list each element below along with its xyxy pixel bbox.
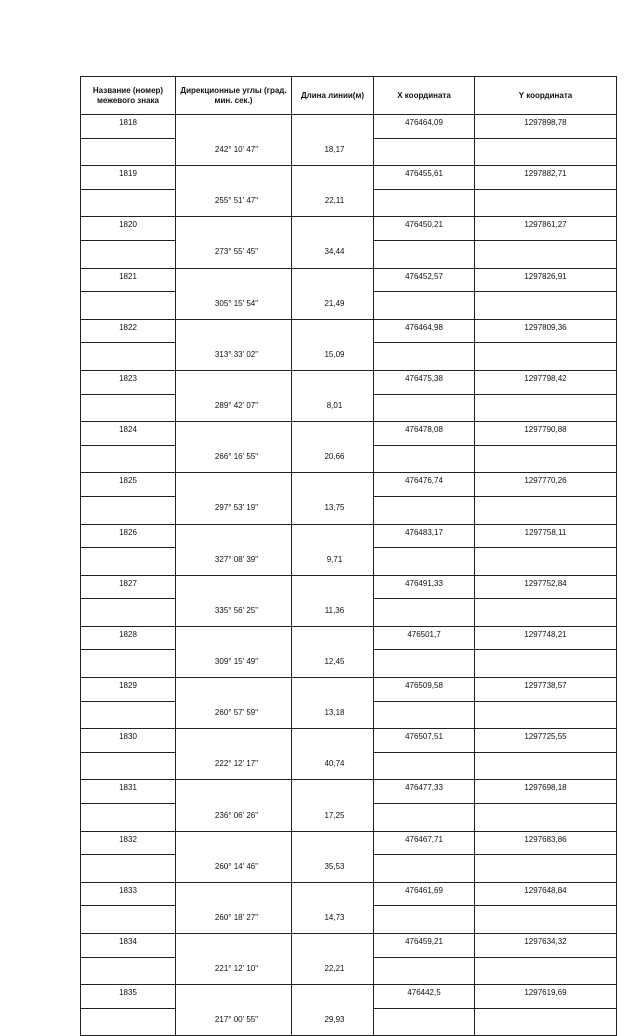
point-name: 1822 (81, 319, 176, 343)
point-x: 476442,5 (374, 985, 475, 1009)
point-x: 476464,09 (374, 115, 475, 139)
point-x: 476501,7 (374, 626, 475, 650)
point-y: 1297634,32 (475, 934, 617, 958)
line-angle: 335° 56' 25" (176, 599, 292, 627)
line-length: 40,74 (292, 752, 374, 780)
line-angle: 313° 33' 02" (176, 343, 292, 371)
line-length: 29,93 (292, 1008, 374, 1036)
empty-cell (292, 524, 374, 548)
line-length: 13,75 (292, 496, 374, 524)
line-angle: 217° 00' 55" (176, 1008, 292, 1036)
table-row-line (81, 548, 617, 576)
empty-cell (81, 906, 176, 934)
point-x: 476483,17 (374, 524, 475, 548)
table-row-point (81, 985, 617, 1009)
document-page (80, 76, 616, 1036)
empty-cell (81, 138, 176, 166)
empty-cell (475, 240, 617, 268)
line-length: 20,66 (292, 445, 374, 473)
empty-cell (176, 729, 292, 753)
point-x: 476464,98 (374, 319, 475, 343)
table-row-line (81, 906, 617, 934)
boundary-coordinates-table (80, 76, 617, 1036)
empty-cell (374, 496, 475, 524)
empty-cell (292, 166, 374, 190)
line-length: 35,53 (292, 855, 374, 883)
point-y: 1297752,84 (475, 575, 617, 599)
table-row-line (81, 292, 617, 320)
empty-cell (292, 473, 374, 497)
table-row-line (81, 394, 617, 422)
point-x: 476467,71 (374, 831, 475, 855)
table-row-point (81, 370, 617, 394)
empty-cell (81, 855, 176, 883)
empty-cell (176, 217, 292, 241)
line-angle: 260° 14' 46" (176, 855, 292, 883)
line-angle: 309° 15' 49" (176, 650, 292, 678)
point-name: 1823 (81, 370, 176, 394)
line-length: 21,49 (292, 292, 374, 320)
empty-cell (374, 752, 475, 780)
table-row-line (81, 855, 617, 883)
point-x: 476476,74 (374, 473, 475, 497)
point-x: 476478,08 (374, 422, 475, 446)
table-row-point (81, 626, 617, 650)
empty-cell (292, 729, 374, 753)
line-length: 12,45 (292, 650, 374, 678)
line-length: 14,73 (292, 906, 374, 934)
line-angle: 266° 16' 55" (176, 445, 292, 473)
table-header-row (81, 77, 617, 115)
empty-cell (176, 626, 292, 650)
empty-cell (475, 752, 617, 780)
point-name: 1832 (81, 831, 176, 855)
empty-cell (81, 292, 176, 320)
empty-cell (81, 496, 176, 524)
table-row-point (81, 934, 617, 958)
point-name: 1827 (81, 575, 176, 599)
empty-cell (475, 394, 617, 422)
point-y: 1297683,86 (475, 831, 617, 855)
empty-cell (292, 422, 374, 446)
line-angle: 255° 51' 47" (176, 189, 292, 217)
point-y: 1297758,11 (475, 524, 617, 548)
line-length: 9,71 (292, 548, 374, 576)
empty-cell (292, 319, 374, 343)
point-x: 476461,69 (374, 882, 475, 906)
empty-cell (81, 599, 176, 627)
point-name: 1831 (81, 780, 176, 804)
empty-cell (374, 548, 475, 576)
line-length: 34,44 (292, 240, 374, 268)
empty-cell (374, 855, 475, 883)
empty-cell (176, 268, 292, 292)
empty-cell (475, 138, 617, 166)
point-x: 476450,21 (374, 217, 475, 241)
point-y: 1297898,78 (475, 115, 617, 139)
table-row-point (81, 575, 617, 599)
table-row-point (81, 473, 617, 497)
empty-cell (176, 831, 292, 855)
line-length: 22,21 (292, 957, 374, 985)
line-length: 13,18 (292, 701, 374, 729)
empty-cell (374, 394, 475, 422)
point-y: 1297809,36 (475, 319, 617, 343)
empty-cell (176, 115, 292, 139)
table-row-point (81, 831, 617, 855)
line-angle: 327° 08' 39" (176, 548, 292, 576)
point-name: 1824 (81, 422, 176, 446)
point-name: 1834 (81, 934, 176, 958)
point-x: 476507,51 (374, 729, 475, 753)
line-length: 18,17 (292, 138, 374, 166)
line-angle: 221° 12' 10" (176, 957, 292, 985)
point-name: 1821 (81, 268, 176, 292)
table-row-line (81, 496, 617, 524)
point-y: 1297798,42 (475, 370, 617, 394)
empty-cell (292, 985, 374, 1009)
empty-cell (81, 752, 176, 780)
table-row-line (81, 804, 617, 832)
empty-cell (475, 548, 617, 576)
empty-cell (81, 189, 176, 217)
point-y: 1297748,21 (475, 626, 617, 650)
empty-cell (176, 575, 292, 599)
line-angle: 242° 10' 47" (176, 138, 292, 166)
empty-cell (81, 1008, 176, 1036)
table-row-point (81, 524, 617, 548)
line-length: 17,25 (292, 804, 374, 832)
empty-cell (176, 985, 292, 1009)
line-angle: 305° 15' 54" (176, 292, 292, 320)
empty-cell (81, 650, 176, 678)
line-angle: 222° 12' 17" (176, 752, 292, 780)
empty-cell (81, 240, 176, 268)
empty-cell (176, 319, 292, 343)
point-name: 1820 (81, 217, 176, 241)
empty-cell (374, 599, 475, 627)
table-row-line (81, 650, 617, 678)
table-row-line (81, 240, 617, 268)
table-row-line (81, 189, 617, 217)
empty-cell (374, 240, 475, 268)
point-name: 1833 (81, 882, 176, 906)
header-y: Y координата (475, 77, 617, 115)
line-length: 22,11 (292, 189, 374, 217)
empty-cell (292, 217, 374, 241)
point-x: 476452,57 (374, 268, 475, 292)
empty-cell (81, 548, 176, 576)
table-row-point (81, 268, 617, 292)
empty-cell (374, 189, 475, 217)
table-row-point (81, 780, 617, 804)
point-x: 476509,58 (374, 678, 475, 702)
empty-cell (81, 394, 176, 422)
point-name: 1835 (81, 985, 176, 1009)
empty-cell (475, 1008, 617, 1036)
empty-cell (475, 496, 617, 524)
empty-cell (81, 343, 176, 371)
empty-cell (475, 343, 617, 371)
empty-cell (374, 650, 475, 678)
table-row-line (81, 445, 617, 473)
empty-cell (81, 957, 176, 985)
empty-cell (475, 599, 617, 627)
empty-cell (292, 370, 374, 394)
empty-cell (374, 292, 475, 320)
empty-cell (475, 804, 617, 832)
table-row-line (81, 138, 617, 166)
empty-cell (176, 780, 292, 804)
point-y: 1297826,91 (475, 268, 617, 292)
table-row-line (81, 599, 617, 627)
line-angle: 236° 06' 26" (176, 804, 292, 832)
point-x: 476477,33 (374, 780, 475, 804)
empty-cell (176, 166, 292, 190)
point-name: 1818 (81, 115, 176, 139)
empty-cell (292, 678, 374, 702)
empty-cell (292, 115, 374, 139)
empty-cell (475, 906, 617, 934)
table-body (81, 115, 617, 1036)
point-name: 1830 (81, 729, 176, 753)
line-angle: 260° 18' 27" (176, 906, 292, 934)
empty-cell (292, 626, 374, 650)
point-y: 1297790,88 (475, 422, 617, 446)
point-y: 1297861,27 (475, 217, 617, 241)
empty-cell (374, 1008, 475, 1036)
line-length: 11,36 (292, 599, 374, 627)
empty-cell (176, 473, 292, 497)
empty-cell (475, 292, 617, 320)
empty-cell (292, 831, 374, 855)
point-name: 1828 (81, 626, 176, 650)
table-row-line (81, 1008, 617, 1036)
empty-cell (292, 780, 374, 804)
empty-cell (176, 882, 292, 906)
empty-cell (374, 906, 475, 934)
empty-cell (176, 934, 292, 958)
empty-cell (292, 934, 374, 958)
table-row-line (81, 701, 617, 729)
table-row-point (81, 115, 617, 139)
point-y: 1297725,55 (475, 729, 617, 753)
point-x: 476491,33 (374, 575, 475, 599)
point-name: 1825 (81, 473, 176, 497)
line-angle: 273° 55' 45" (176, 240, 292, 268)
empty-cell (374, 343, 475, 371)
empty-cell (475, 650, 617, 678)
header-name: Название (номер) межевого знака (81, 77, 176, 115)
empty-cell (292, 882, 374, 906)
empty-cell (374, 804, 475, 832)
empty-cell (475, 855, 617, 883)
table-row-point (81, 217, 617, 241)
table-row-point (81, 422, 617, 446)
point-name: 1819 (81, 166, 176, 190)
line-angle: 297° 53' 19" (176, 496, 292, 524)
empty-cell (475, 189, 617, 217)
line-length: 15,09 (292, 343, 374, 371)
point-y: 1297882,71 (475, 166, 617, 190)
point-y: 1297738,57 (475, 678, 617, 702)
empty-cell (475, 957, 617, 985)
empty-cell (374, 138, 475, 166)
empty-cell (81, 445, 176, 473)
point-y: 1297698,18 (475, 780, 617, 804)
point-x: 476455,61 (374, 166, 475, 190)
point-x: 476459,21 (374, 934, 475, 958)
table-row-line (81, 957, 617, 985)
table-row-line (81, 343, 617, 371)
point-y: 1297770,26 (475, 473, 617, 497)
line-angle: 260° 57' 59" (176, 701, 292, 729)
header-length: Длина линии(м) (292, 77, 374, 115)
point-y: 1297619,69 (475, 985, 617, 1009)
line-angle: 289° 42' 07" (176, 394, 292, 422)
empty-cell (81, 804, 176, 832)
empty-cell (176, 370, 292, 394)
empty-cell (176, 422, 292, 446)
empty-cell (176, 678, 292, 702)
table-row-point (81, 729, 617, 753)
line-length: 8,01 (292, 394, 374, 422)
point-x: 476475,38 (374, 370, 475, 394)
empty-cell (475, 445, 617, 473)
table-row-point (81, 319, 617, 343)
empty-cell (292, 268, 374, 292)
point-name: 1826 (81, 524, 176, 548)
table-row-point (81, 678, 617, 702)
table-row-point (81, 166, 617, 190)
empty-cell (292, 575, 374, 599)
empty-cell (81, 701, 176, 729)
empty-cell (374, 445, 475, 473)
empty-cell (374, 701, 475, 729)
empty-cell (374, 957, 475, 985)
header-angles: Дирекционные углы (град. мин. сек.) (176, 77, 292, 115)
empty-cell (475, 701, 617, 729)
table-row-line (81, 752, 617, 780)
empty-cell (176, 524, 292, 548)
point-y: 1297648,84 (475, 882, 617, 906)
point-name: 1829 (81, 678, 176, 702)
table-row-point (81, 882, 617, 906)
header-x: X координата (374, 77, 475, 115)
